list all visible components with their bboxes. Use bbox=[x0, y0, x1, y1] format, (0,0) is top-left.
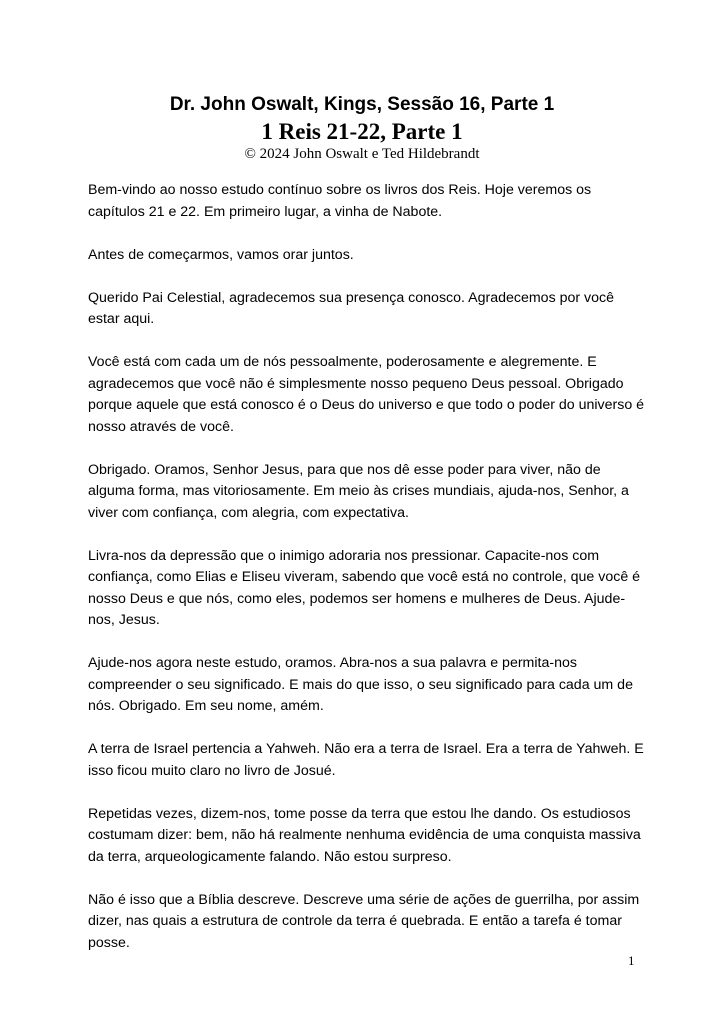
paragraph: Bem-vindo ao nosso estudo contínuo sobre os livros dos Reis. Hoje veremos os capítulos 21 e 22. Em primeiro lugar, a vinha de Nabote. bbox=[88, 182, 592, 220]
paragraph: Antes de começarmos, vamos orar juntos. bbox=[88, 246, 354, 263]
paragraph: Você está com cada um de nós pessoalmente, poderosamente e alegremente. E agradecemos que você não é simplesmente nosso pequeno Deus pessoal. Obrigado porque aquele que está conosco é o Deus do universo e que todo o poder do universo é nosso através de você. bbox=[88, 354, 645, 435]
paragraph: Não é isso que a Bíblia descreve. Descreve uma série de ações de guerrilha, por assim dizer, nas quais a estrutura de controle da terra é quebrada. E então a tarefa é tomar posse. bbox=[88, 891, 640, 951]
document-subtitle: 1 Reis 21-22, Parte 1 bbox=[261, 119, 463, 144]
copyright-line: © 2024 John Oswalt e Ted Hildebrandt bbox=[244, 146, 480, 162]
paragraph: Querido Pai Celestial, agradecemos sua presença conosco. Agradecemos por você estar aqui. bbox=[88, 289, 615, 327]
paragraph: Ajude-nos agora neste estudo, oramos. Abra-nos a sua palavra e permita-nos compreender o seu significado. E mais do que isso, o seu significado para cada um de nós. Obrigado. Em seu nome, amém. bbox=[88, 655, 633, 714]
paragraph: A terra de Israel pertencia a Yahweh. Não era a terra de Israel. Era a terra de Yahweh. E isso ficou muito claro no livro de Josué. bbox=[88, 741, 644, 779]
document-body bbox=[88, 180, 648, 976]
paragraph: Livra-nos da depressão que o inimigo adoraria nos pressionar. Capacite-nos com confiança, como Elias e Eliseu viveram, sabendo que você está no controle, que você é nosso Deus e que nós, como eles, podemos ser homens e mulheres de Deus. Ajude-nos, Jesus. bbox=[88, 547, 641, 628]
document-header bbox=[0, 93, 724, 163]
paragraph: Repetidas vezes, dizem-nos, tome posse da terra que estou lhe dando. Os estudiosos costumam dizer: bem, não há realmente nenhuma evidência de uma conquista massiva da terra, arqueologicamente falando. Não estou surpreso. bbox=[88, 805, 641, 865]
document-title: Dr. John Oswalt, Kings, Sessão 16, Parte 1 bbox=[169, 94, 555, 115]
page-number: 1 bbox=[628, 953, 635, 968]
paragraph: Obrigado. Oramos, Senhor Jesus, para que nos dê esse poder para viver, não de alguma forma, mas vitoriosamente. Em meio às crises mundiais, ajuda-nos, Senhor, a viver com confiança, com alegria, com expectativa. bbox=[88, 461, 629, 521]
